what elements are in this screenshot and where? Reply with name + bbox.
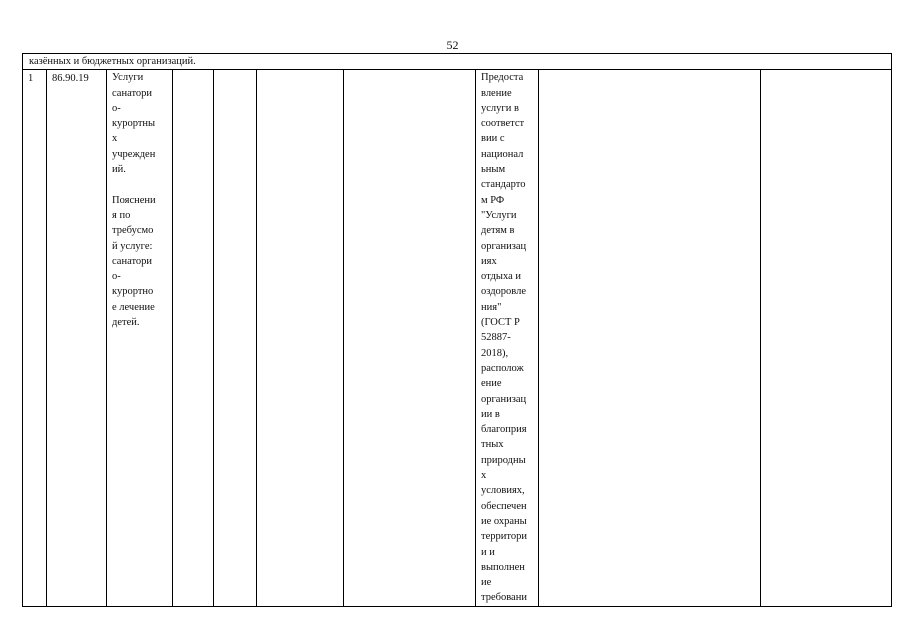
row-number: 1	[28, 73, 34, 85]
row-number-cell	[23, 70, 47, 606]
empty-cell-5	[214, 70, 257, 606]
empty-cell-10	[761, 70, 892, 606]
table-row	[23, 70, 892, 606]
service-description: Услуги санатори о- курортны х учрежден ий. Пояснени я по требусмо й услуге: санатори о- курортно е лечение детей.	[112, 72, 156, 329]
empty-cell-6	[257, 70, 344, 606]
empty-cell-4	[173, 70, 214, 606]
code-cell	[47, 70, 107, 606]
requirements-cell	[476, 70, 539, 606]
continuation-row	[23, 54, 892, 70]
continuation-cell: казённых и бюджетных организаций.	[23, 54, 892, 70]
requirements-table	[22, 53, 892, 607]
okpd-code: 86.90.19	[52, 73, 89, 85]
service-name-cell	[107, 70, 173, 606]
empty-cell-9	[539, 70, 761, 606]
requirements-description: Предоста вление услуги в соответст вии с национал ьным стандарто м РФ "Услуги детям в организац иях отдыха и оздоровле ния" (ГОСТ Р 52887- 2018), располож ение организац ии в благоприя тных природны х условиях, обеспечен ие охраны территори и и выполнен ие требовани	[481, 72, 527, 604]
page-number: 52	[446, 38, 459, 52]
empty-cell-7	[344, 70, 476, 606]
